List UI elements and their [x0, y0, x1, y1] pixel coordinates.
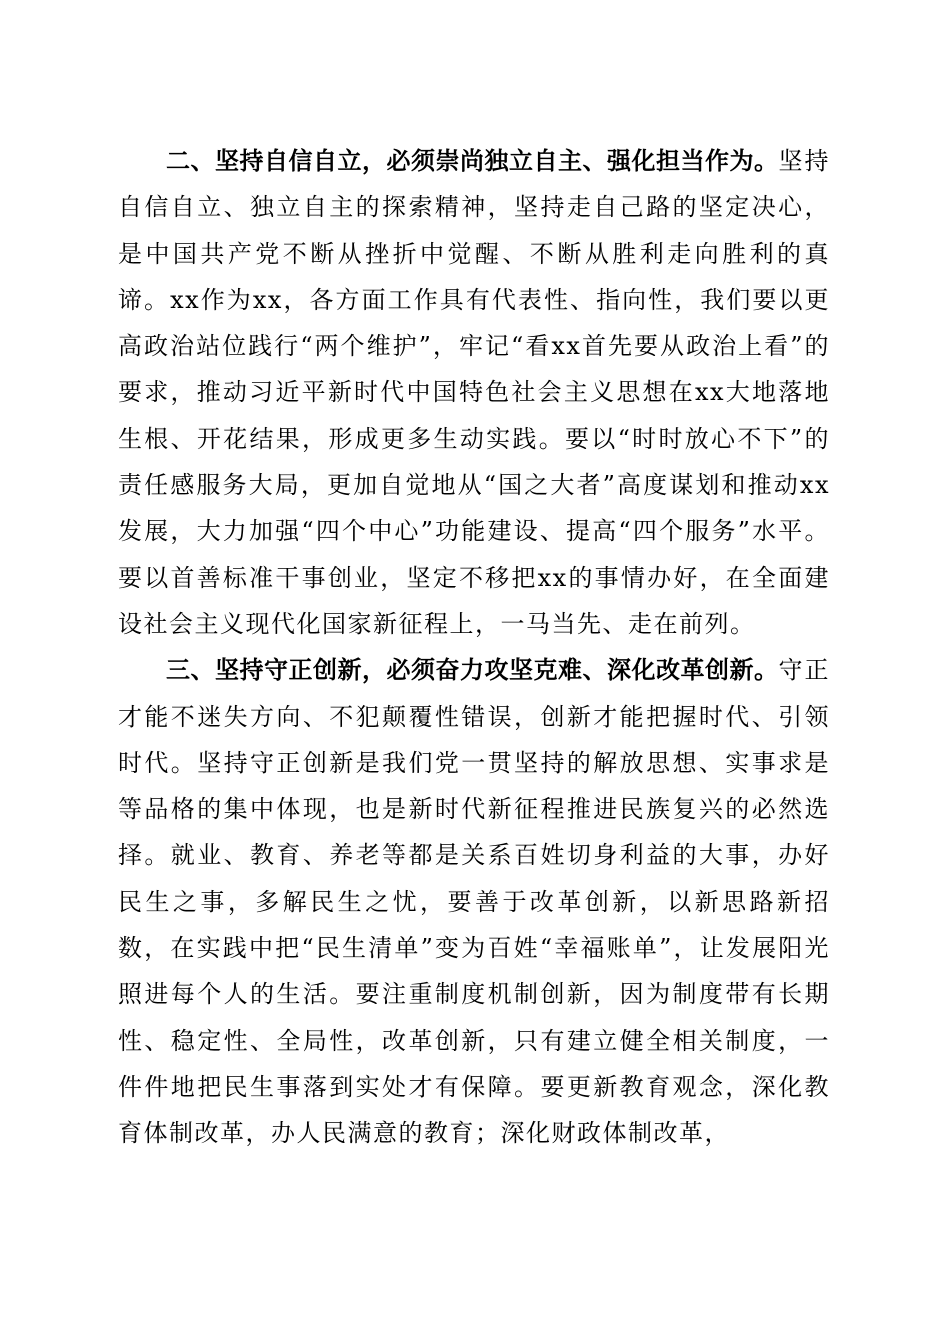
paragraph-section-3: [118, 647, 830, 1156]
section-body-3: 守正才能不迷失方向、不犯颠覆性错误，创新才能把握时代、引领时代。坚持守正创新是我们党一贯坚持的解放思想、实事求是等品格的集中体现，也是新时代新征程推进民族复兴的必然选择。就业、教育、养老等都是关系百姓切身利益的大事，办好民生之事，多解民生之忧，要善于改革创新，以新思路新招数，在实践中把“民生清单”变为百姓“幸福账单”，让发展阳光照进每个人的生活。要注重制度机制创新，因为制度带有长期性、稳定性、全局性，改革创新，只有建立健全相关制度，一件件地把民生事落到实处才有保障。要更新教育观念，深化教育体制改革，办人民满意的教育；深化财政体制改革，: [118, 656, 830, 1148]
section-heading-3: 三、坚持守正创新，必须奋力攻坚克难、深化改革创新。: [166, 656, 779, 685]
section-heading-2: 二、坚持自信自立，必须崇尚独立自主、强化担当作为。: [166, 147, 779, 175]
paragraph-section-2: [118, 138, 830, 647]
section-body-2: 坚持自信自立、独立自主的探索精神，坚持走自己路的坚定决心，是中国共产党不断从挫折中觉醒、不断从胜利走向胜利的真谛。xx作为xx，各方面工作具有代表性、指向性，我们要以更高政治站位践行“两个维护”，牢记“看xx首先要从政治上看”的要求，推动习近平新时代中国特色社会主义思想在xx大地落地生根、开花结果，形成更多生动实践。要以“时时放心不下”的责任感服务大局，更加自觉地从“国之大者”高度谋划和推动xx发展，大力加强“四个中心”功能建设、提高“四个服务”水平。要以首善标准干事创业，坚定不移把xx的事情办好，在全面建设社会主义现代化国家新征程上，一马当先、走在前列。: [118, 147, 830, 638]
document-body: [118, 138, 830, 1157]
